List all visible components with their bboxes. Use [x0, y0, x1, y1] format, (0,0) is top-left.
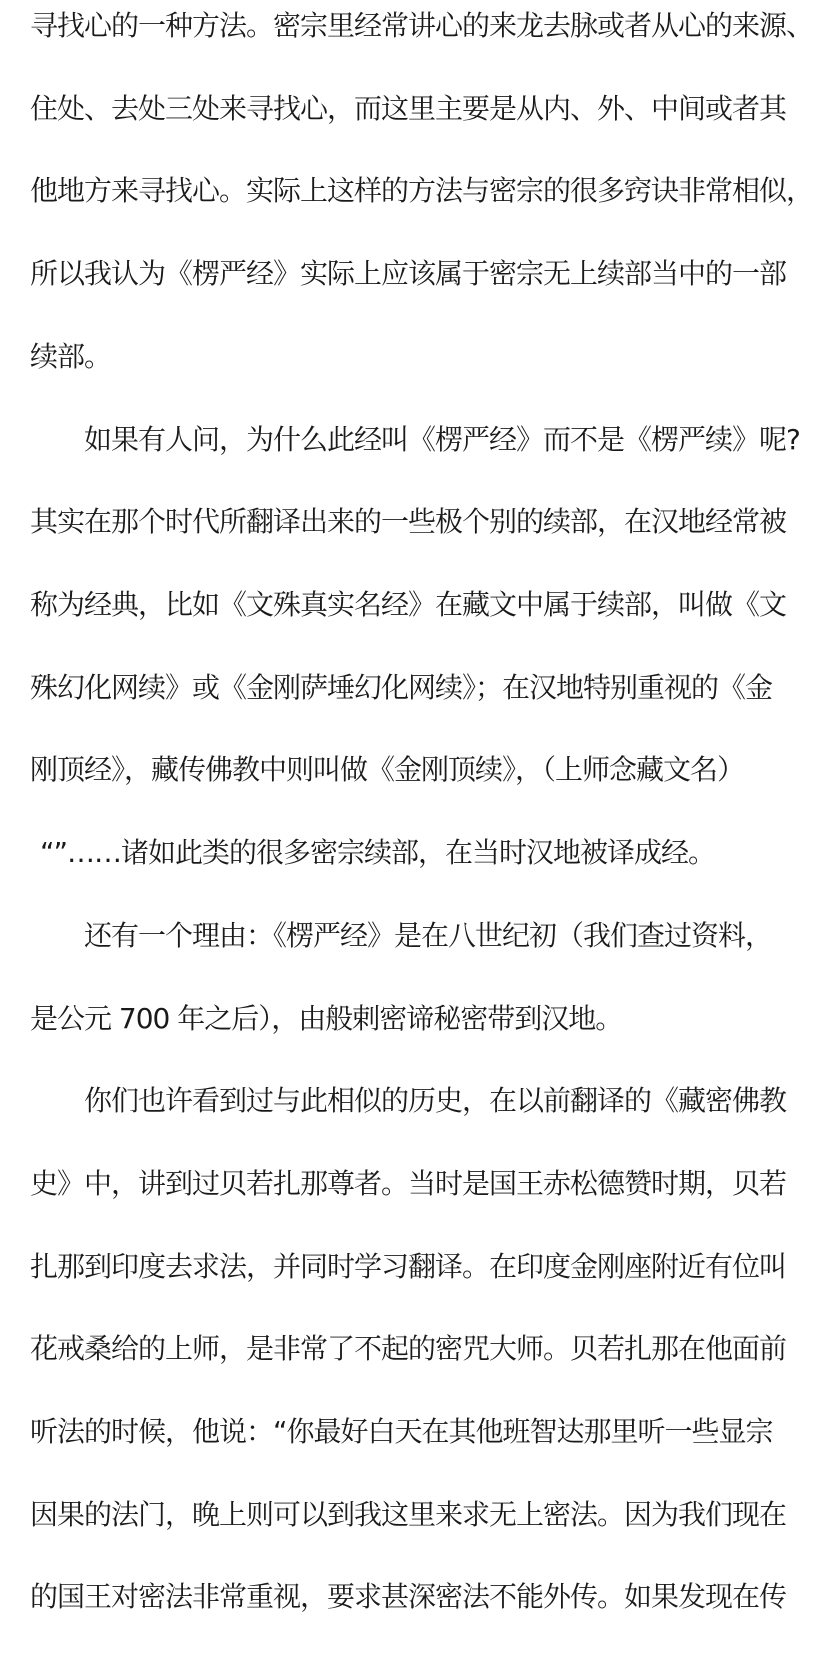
text-line: 住处、去处三处来寻找心，而这里主要是从内、外、中间或者其	[30, 92, 787, 125]
text-line: “”……诸如此类的很多密宗续部，在当时汉地被译成经。	[40, 836, 716, 869]
text-line: 他地方来寻找心。实际上这样的方法与密宗的很多窍诀非常相似，	[30, 174, 814, 207]
text-line: 因果的法门，晚上则可以到我这里来求无上密法。因为我们现在	[30, 1498, 787, 1531]
text-line: 如果有人问，为什么此经叫《楞严经》而不是《楞严续》呢?	[84, 423, 800, 456]
text-line: 其实在那个时代所翻译出来的一些极个别的续部，在汉地经常被	[30, 505, 787, 538]
text-line: 还有一个理由：《楞严经》是在八世纪初（我们查过资料，	[84, 919, 773, 952]
text-line: 是公元 700 年之后），由般剌密谛秘密带到汉地。	[30, 1002, 623, 1035]
text-line: 你们也许看到过与此相似的历史，在以前翻译的《藏密佛教	[84, 1084, 787, 1117]
text-line: 扎那到印度去求法，并同时学习翻译。在印度金刚座附近有位叫	[30, 1250, 787, 1283]
text-line: 的国王对密法非常重视，要求甚深密法不能外传。如果发现在传	[30, 1580, 787, 1613]
text-line: 所以我认为《楞严经》实际上应该属于密宗无上续部当中的一部	[30, 257, 787, 290]
text-line: 称为经典，比如《文殊真实名经》在藏文中属于续部，叫做《文	[30, 588, 787, 621]
text-line: 花戒桑给的上师，是非常了不起的密咒大师。贝若扎那在他面前	[30, 1332, 787, 1365]
text-line: 刚顶经》，藏传佛教中则叫做《金刚顶续》，（上师念藏文名）	[30, 753, 745, 786]
text-line: 续部。	[30, 340, 112, 373]
text-line: 殊幻化网续》或《金刚萨埵幻化网续》；在汉地特别重视的《金	[30, 671, 773, 704]
text-line: 寻找心的一种方法。密宗里经常讲心的来龙去脉或者从心的来源、	[30, 9, 814, 42]
text-line: 听法的时候，他说：“你最好白天在其他班智达那里听一些显宗	[30, 1415, 773, 1448]
text-line: 史》中，讲到过贝若扎那尊者。当时是国王赤松德赞时期，贝若	[30, 1167, 787, 1200]
